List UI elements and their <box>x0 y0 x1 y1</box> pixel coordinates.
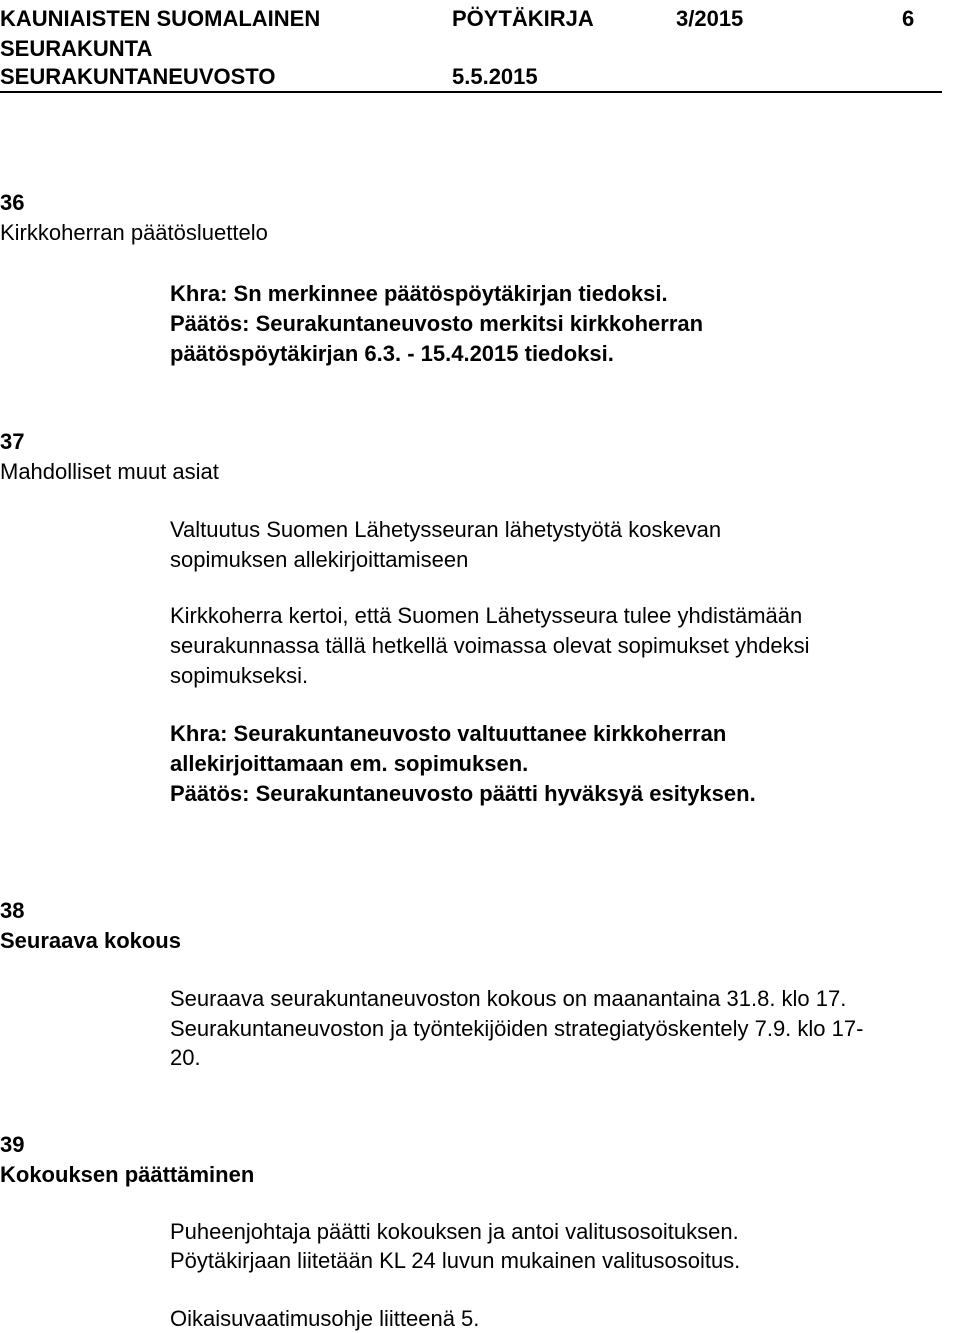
proposal-line: Khra: Seurakuntaneuvosto valtuuttanee kirkkoherran <box>170 721 727 746</box>
document-number: 3/2015 <box>676 6 744 31</box>
body-line: Puheenjohtaja päätti kokouksen ja antoi valitusosoituksen. <box>170 1219 739 1244</box>
subject-line: Valtuutus Suomen Lähetysseuran lähetystyötä koskevan <box>170 517 722 542</box>
subject-line: sopimuksen allekirjoittamiseen <box>170 547 469 572</box>
organization-name-line1: KAUNIAISTEN SUOMALAINEN <box>0 6 321 31</box>
section-title: Seuraava kokous <box>0 928 181 953</box>
organization-name-line2: SEURAKUNTA <box>0 36 153 61</box>
section-title: Kokouksen päättäminen <box>0 1162 255 1187</box>
body-line: Seurakuntaneuvoston ja työntekijöiden strategiatyöskentely 7.9. klo 17- <box>170 1016 864 1041</box>
body-line: seurakunnassa tällä hetkellä voimassa olevat sopimukset yhdeksi <box>170 633 810 658</box>
section-number: 39 <box>0 1132 25 1157</box>
section-title: Mahdolliset muut asiat <box>0 459 219 484</box>
section-number: 37 <box>0 429 25 454</box>
document-title: PÖYTÄKIRJA <box>452 6 594 31</box>
attachment-note: Oikaisuvaatimusohje liitteenä 5. <box>170 1306 480 1331</box>
meeting-date: 5.5.2015 <box>452 64 538 89</box>
section-title: Kirkkoherran päätösluettelo <box>0 220 268 245</box>
body-name: SEURAKUNTANEUVOSTO <box>0 64 276 89</box>
body-line: Seuraava seurakuntaneuvoston kokous on maanantaina 31.8. klo 17. <box>170 986 847 1011</box>
body-line: 20. <box>170 1045 201 1070</box>
section-number: 38 <box>0 898 25 923</box>
decision-line: Päätös: Seurakuntaneuvosto päätti hyväksyä esityksen. <box>170 781 756 806</box>
section-number: 36 <box>0 190 25 215</box>
header-divider <box>0 91 942 93</box>
proposal-line: Khra: Sn merkinnee päätöspöytäkirjan tiedoksi. <box>170 281 668 306</box>
proposal-line: allekirjoittamaan em. sopimuksen. <box>170 751 529 776</box>
body-line: sopimukseksi. <box>170 663 309 688</box>
decision-line: Päätös: Seurakuntaneuvosto merkitsi kirkkoherran <box>170 311 704 336</box>
page-number: 6 <box>902 6 915 31</box>
body-line: Pöytäkirjaan liitetään KL 24 luvun mukainen valitusosoitus. <box>170 1248 741 1273</box>
decision-line: päätöspöytäkirjan 6.3. - 15.4.2015 tiedoksi. <box>170 341 614 366</box>
body-line: Kirkkoherra kertoi, että Suomen Lähetysseura tulee yhdistämään <box>170 603 803 628</box>
